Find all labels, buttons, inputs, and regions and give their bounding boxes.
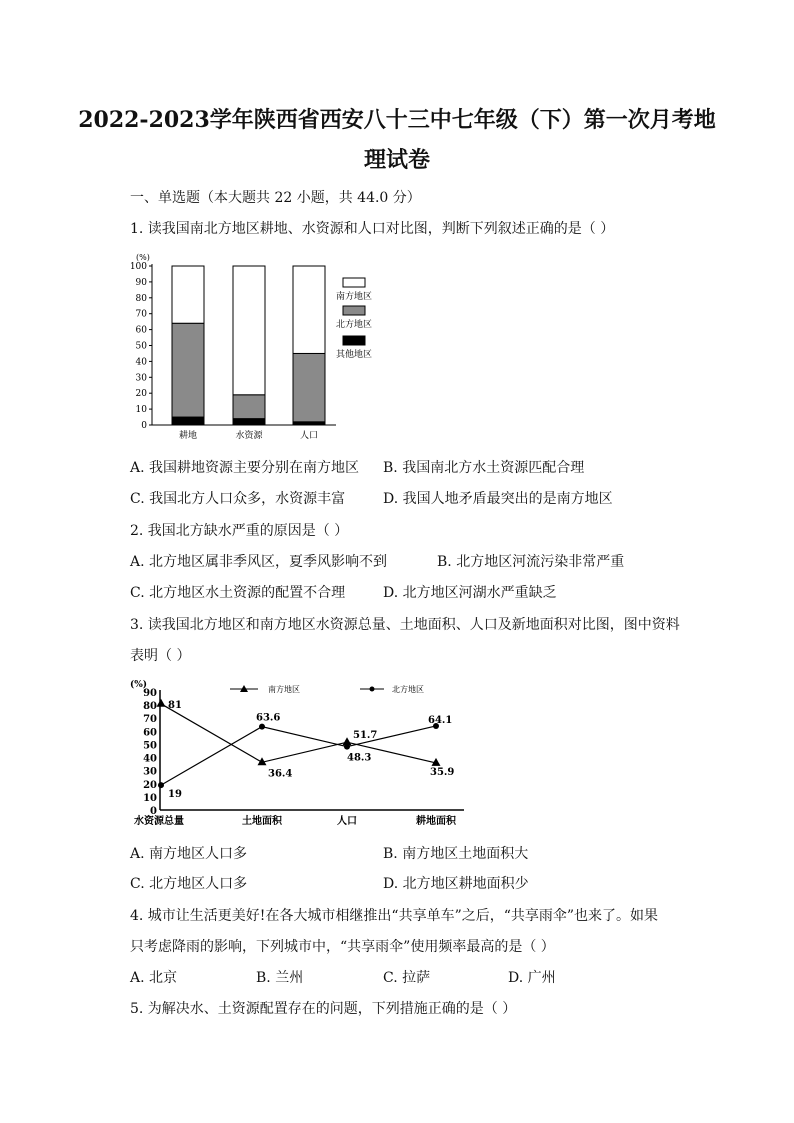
chart2-north-data-label: 48.3 xyxy=(347,752,372,764)
chart1-category-label: 耕地 xyxy=(178,431,198,441)
question-3-option-c[interactable]: C. 北方地区人口多 xyxy=(130,876,248,892)
chart2-y-tick-label: 50 xyxy=(143,740,157,752)
exam-title-line1: 2022-2023学年陕西省西安八十三中七年级（下）第一次月考地 xyxy=(78,107,716,133)
chart1-y-tick-label: 70 xyxy=(135,309,147,320)
chart2-y-tick-label: 0 xyxy=(150,806,157,817)
chart2-y-tick-label: 40 xyxy=(143,753,157,765)
chart2-y-tick-label: 30 xyxy=(143,766,157,778)
question-1-stem: 1. 读我国南北方地区耕地、水资源和人口对比图，判断下列叙述正确的是（ ） xyxy=(130,221,615,237)
section-heading: 一、单选题（本大题共 22 小题，共 44.0 分） xyxy=(130,190,421,206)
chart1-y-tick-label: 0 xyxy=(141,421,147,431)
chart1-y-tick-label: 50 xyxy=(135,341,147,352)
chart2-north-data-label: 63.6 xyxy=(256,712,281,724)
chart1-y-tick-label: 100 xyxy=(129,262,147,272)
chart1-legend-swatch xyxy=(343,306,365,315)
question-1-option-a[interactable]: A. 我国耕地资源主要分别在南方地区 xyxy=(130,460,360,476)
question-3-option-d[interactable]: D. 北方地区耕地面积少 xyxy=(383,876,529,892)
chart1-bar-segment xyxy=(233,266,265,395)
chart1-legend-label: 其他地区 xyxy=(335,350,373,360)
chart2-south-point xyxy=(157,699,166,707)
stacked-bar-chart xyxy=(128,248,398,443)
chart1-ylabel: (%) xyxy=(136,253,150,262)
chart1-bar-segment xyxy=(172,266,204,323)
chart2-y-tick-label: 90 xyxy=(143,688,157,699)
chart1-legend-swatch xyxy=(343,278,365,287)
chart1-y-tick-label: 20 xyxy=(135,389,147,400)
chart1-legend-label: 北方地区 xyxy=(335,320,373,330)
chart2-legend-label: 北方地区 xyxy=(392,685,424,694)
chart2-north-point xyxy=(158,782,164,788)
question-2-option-b[interactable]: B. 北方地区河流污染非常严重 xyxy=(437,554,625,570)
chart1-bar-segment xyxy=(293,266,325,353)
chart1-bar-segment xyxy=(172,417,204,425)
question-2-option-c[interactable]: C. 北方地区水土资源的配置不合理 xyxy=(130,585,346,601)
chart1-legend-swatch xyxy=(343,336,365,345)
chart2-category-label: 人口 xyxy=(337,816,357,827)
chart1-y-tick-label: 80 xyxy=(135,293,147,304)
chart1-y-tick-label: 30 xyxy=(135,373,147,384)
question-1-option-d[interactable]: D. 我国人地矛盾最突出的是南方地区 xyxy=(383,491,613,507)
question-4-option-b[interactable]: B. 兰州 xyxy=(256,970,304,986)
chart2-south-data-label: 35.9 xyxy=(430,766,455,778)
chart1-y-tick-label: 90 xyxy=(135,277,147,288)
exam-title-line2: 理试卷 xyxy=(363,147,430,173)
question-4-stem-line2: 只考虑降雨的影响，下列城市中，“共享雨伞”使用频率最高的是（ ） xyxy=(130,939,555,955)
question-3-stem-line1: 3. 读我国北方地区和南方地区水资源总量、土地面积、人口及新地面积对比图，图中资料 xyxy=(130,617,680,633)
question-4-stem-line1: 4. 城市让生活更美好!在各大城市相继推出“共享单车”之后，“共享雨伞”也来了。如果 xyxy=(130,908,659,924)
chart2-south-data-label: 81 xyxy=(168,699,182,711)
chart2-category-label: 耕地面积 xyxy=(416,816,456,827)
chart2-north-data-label: 19 xyxy=(168,789,182,801)
question-3-stem-line2: 表明（ ） xyxy=(130,648,191,664)
chart2-y-tick-label: 10 xyxy=(143,792,157,804)
chart1-y-tick-label: 60 xyxy=(135,325,147,336)
question-2-option-a[interactable]: A. 北方地区属非季风区，夏季风影响不到 xyxy=(130,554,388,570)
question-2-stem: 2. 我国北方缺水严重的原因是（ ） xyxy=(130,523,349,539)
question-4-option-d[interactable]: D. 广州 xyxy=(508,970,556,986)
chart1-bar-segment xyxy=(172,323,204,417)
chart2-legend-label: 南方地区 xyxy=(268,685,300,694)
chart1-bar-segment xyxy=(293,353,325,421)
chart2-y-tick-label: 20 xyxy=(143,779,157,791)
question-4-option-c[interactable]: C. 拉萨 xyxy=(383,970,431,986)
chart2-north-data-label: 64.1 xyxy=(428,714,453,726)
chart2-north-point xyxy=(259,724,265,730)
chart2-category-label: 土地面积 xyxy=(242,816,282,827)
chart1-bar-segment xyxy=(233,395,265,419)
question-1-option-b[interactable]: B. 我国南北方水土资源匹配合理 xyxy=(383,460,585,476)
question-5-stem: 5. 为解决水、土资源配置存在的问题，下列措施正确的是（ ） xyxy=(130,1001,517,1017)
chart2-south-data-label: 36.4 xyxy=(268,768,293,780)
chart2-y-tick-label: 60 xyxy=(143,727,157,739)
chart2-y-tick-label: 70 xyxy=(143,714,157,726)
line-chart xyxy=(128,676,473,828)
chart1-y-tick-label: 10 xyxy=(135,405,147,416)
chart2-north-point xyxy=(344,744,350,750)
chart2-legend-circle-marker xyxy=(370,687,375,692)
chart1-y-tick-label: 40 xyxy=(135,357,147,368)
question-4-option-a[interactable]: A. 北京 xyxy=(130,970,178,986)
question-1-option-c[interactable]: C. 我国北方人口众多，水资源丰富 xyxy=(130,491,346,507)
chart1-category-label: 水资源 xyxy=(235,431,263,441)
question-2-option-d[interactable]: D. 北方地区河湖水严重缺乏 xyxy=(383,585,557,601)
chart2-category-label: 水资源总量 xyxy=(134,816,184,827)
chart2-south-series-line xyxy=(161,704,436,763)
chart2-south-data-label: 51.7 xyxy=(353,730,378,742)
chart1-legend-label: 南方地区 xyxy=(335,292,373,302)
chart1-bar-segment xyxy=(233,419,265,425)
chart2-north-series-line xyxy=(161,726,436,785)
chart1-category-label: 人口 xyxy=(299,431,319,441)
chart2-y-tick-label: 80 xyxy=(143,701,157,713)
chart2-ylabel: (%) xyxy=(130,680,148,690)
question-3-option-b[interactable]: B. 南方地区土地面积大 xyxy=(383,846,529,862)
question-3-option-a[interactable]: A. 南方地区人口多 xyxy=(130,846,248,862)
